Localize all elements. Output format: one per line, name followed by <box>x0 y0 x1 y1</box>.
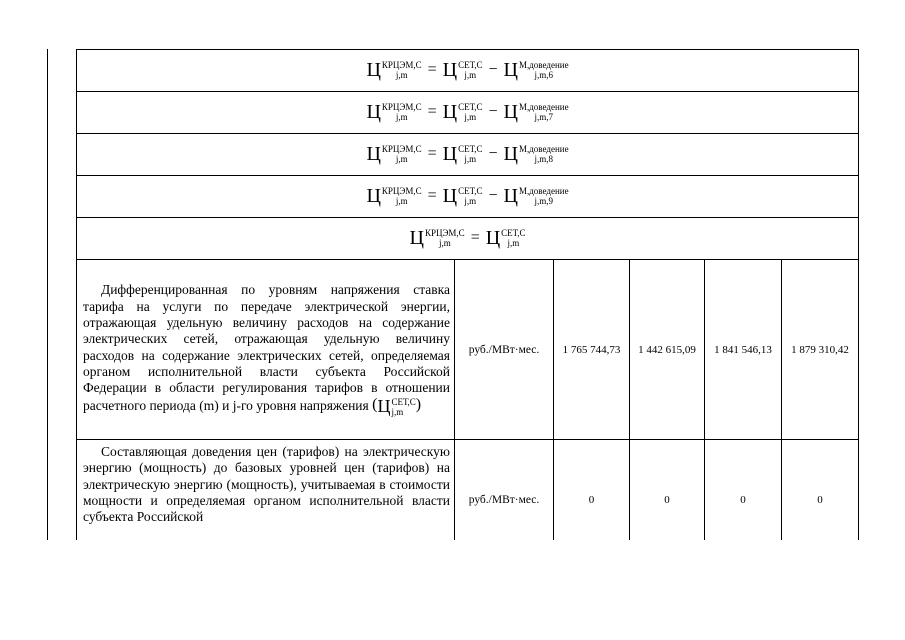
superscript: СЕТ,C <box>458 186 483 196</box>
tariff-table <box>76 49 859 560</box>
formula-cell <box>77 50 859 92</box>
equals-sign: = <box>427 61 437 78</box>
description-text: Дифференцированная по уровням напряжения ставка тарифа на услуги по передаче электрической энергии, отражающая удельную величину расходов на содержание электрических сетей, отражающая удельную величину расходов на содержание электрических сетей, определяемая органом исполнительной власти субъекта Российской Федерации в области регулирования тарифов в отношении расчетного периода (m) и j-го уровня напряжения <box>83 282 450 413</box>
symbol: Ц <box>366 143 381 165</box>
value-cell: 0 <box>705 440 782 560</box>
value-cell: 0 <box>554 440 630 560</box>
superscript: М,доведение <box>518 60 569 70</box>
table-row <box>77 260 859 440</box>
subscript: j,m <box>464 154 477 164</box>
equals-sign: = <box>470 229 480 246</box>
formula-row-simple <box>77 218 859 260</box>
formula <box>366 186 568 206</box>
superscript: КРЦЭМ,C <box>424 228 465 238</box>
formula <box>410 228 526 248</box>
symbol: Ц <box>503 59 518 81</box>
symbol: Ц <box>503 185 518 207</box>
formula-row-7 <box>77 92 859 134</box>
minus-sign: − <box>488 187 498 204</box>
subscript: j,m <box>395 112 408 122</box>
formula-cell <box>77 134 859 176</box>
superscript: СЕТ,C <box>458 102 483 112</box>
equals-sign: = <box>427 103 437 120</box>
value-cell: 1 442 615,09 <box>630 260 705 440</box>
symbol: Ц <box>366 185 381 207</box>
value-cell: 1 879 310,42 <box>782 260 859 440</box>
subscript: j,m,8 <box>534 154 554 164</box>
superscript: М,доведение <box>518 102 569 112</box>
equals-sign: = <box>427 145 437 162</box>
subscript: j,m <box>395 154 408 164</box>
superscript: КРЦЭМ,C <box>381 186 422 196</box>
unit-cell: руб./МВт·мес. <box>455 260 554 440</box>
minus-sign: − <box>488 145 498 162</box>
subscript: j,m,9 <box>534 196 554 206</box>
equals-sign: = <box>427 187 437 204</box>
row-description <box>77 260 455 440</box>
superscript: СЕТ,C <box>458 144 483 154</box>
minus-sign: − <box>488 61 498 78</box>
inline-formula: ( Ц СЕТ,C j,m ) <box>372 395 422 417</box>
formula-row-9 <box>77 176 859 218</box>
symbol: Ц <box>377 395 391 416</box>
superscript: СЕТ,C <box>501 228 526 238</box>
formula-cell <box>77 176 859 218</box>
formula-row-6 <box>77 50 859 92</box>
formula-cell <box>77 92 859 134</box>
formula-row-8 <box>77 134 859 176</box>
formula-cell <box>77 218 859 260</box>
symbol: Ц <box>503 101 518 123</box>
symbol: Ц <box>442 59 458 81</box>
superscript: КРЦЭМ,C <box>381 102 422 112</box>
subscript: j,m <box>438 238 451 248</box>
formula <box>366 144 568 164</box>
symbol: Ц <box>485 227 501 249</box>
formula <box>366 102 568 122</box>
value-cell: 0 <box>630 440 705 560</box>
subscript: j,m <box>391 406 404 417</box>
symbol: Ц <box>366 59 381 81</box>
value-cell: 1 765 744,73 <box>554 260 630 440</box>
subscript: j,m <box>395 196 408 206</box>
superscript: М,доведение <box>518 186 569 196</box>
symbol: Ц <box>503 143 518 165</box>
description-text: Составляющая доведения цен (тарифов) на электрическую энергию (мощность) до базовых уровней цен (тарифов) на электрическую энергию (мощность), учитываемая в стоимости мощности и определяемая органом исполнительной власти субъекта Российской <box>83 444 450 525</box>
superscript: СЕТ,C <box>391 396 416 407</box>
superscript: М,доведение <box>518 144 569 154</box>
subscript: j,m <box>395 70 408 80</box>
value-cell: 0 <box>782 440 859 560</box>
symbol: Ц <box>442 185 458 207</box>
superscript: СЕТ,C <box>458 60 483 70</box>
subscript: j,m <box>464 112 477 122</box>
subscript: j,m,6 <box>534 70 554 80</box>
left-margin-line <box>47 49 48 540</box>
unit-cell: руб./МВт·мес. <box>455 440 554 560</box>
superscript: КРЦЭМ,C <box>381 144 422 154</box>
symbol: Ц <box>409 227 424 249</box>
subscript: j,m <box>464 70 477 80</box>
superscript: КРЦЭМ,C <box>381 60 422 70</box>
page-bottom-margin <box>0 540 905 640</box>
minus-sign: − <box>488 103 498 120</box>
subscript: j,m <box>464 196 477 206</box>
value-cell: 1 841 546,13 <box>705 260 782 440</box>
subscript: j,m,7 <box>534 112 554 122</box>
symbol: Ц <box>442 101 458 123</box>
symbol: Ц <box>442 143 458 165</box>
subscript: j,m <box>507 238 520 248</box>
formula <box>366 60 568 80</box>
symbol: Ц <box>366 101 381 123</box>
